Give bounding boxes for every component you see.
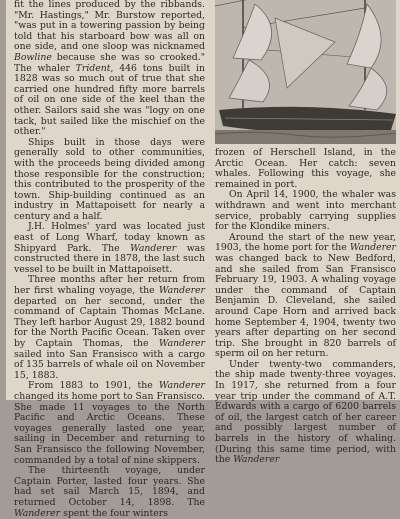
whaling-ship-photo <box>215 0 396 144</box>
paragraph: Under twenty-two commanders, the ship made twenty-three voyages. In 1917, she returned from a four year trip under the command of A.T. Edwards with a cargo of 6200 barrels of oil, the largest catch of her career and possibly largest number of barrels in the history of whaling. (During this same time period, with the Wanderer <box>215 358 396 466</box>
ship-name: Bowline <box>14 51 52 63</box>
ship-name: Wanderer <box>130 242 177 254</box>
ship-name: Wanderer <box>158 380 205 392</box>
magazine-page <box>6 0 400 519</box>
paragraph: Around the start of the new year, 1903, the home port for the Wanderer was changed back to New Bedford, and she sailed from San Fransisco February 19, 1903. A whaling voyage under the command of Captain Benjamin D. Cleveland, she sailed around Cape Horn and arrived back home September 4, 1904, twenty two years after departing on her second trip. She brought in 820 barrels of sperm oil on her return. <box>215 231 396 360</box>
paragraph: The thirteenth voyage, under Captain Porter, lasted four years. She had set sail March 15, 1894, and returned October 14, 1898. The Wanderer spent the four winters <box>14 465 205 519</box>
ship-name: Wanderer <box>349 242 396 254</box>
left-text-column <box>14 0 205 519</box>
paragraph: Ships built in those days were generally sold to other communities, with the proceeds being divided among those responsible for the construction; this contributed to the prosperity of the town. Ship-building continued as an industry in Mattapoisett for nearly a century and a half. <box>14 136 205 222</box>
ship-name: Wanderer <box>233 454 280 466</box>
ship-name: Wanderer <box>158 338 205 349</box>
paragraph: J.H. Holmes' yard was located just east of Long Wharf, today known as Shipyard Park. The Wanderer was constructed there in 1878, the last such vessel to be built in Mattapoisett. <box>14 221 205 275</box>
paragraph: frozen of Herschell Island, in the Arctic Ocean. Her catch: seven whales. Following this voyage, she remained in port. <box>215 147 396 190</box>
paragraph: On April 14, 1900, the whaler was withdrawn and went into merchant service, probably carrying supplies for the Klondike miners. <box>215 189 396 233</box>
paragraph: fit the lines produced by the ribbands. "Mr. Hastings," Mr. Burstow reported, "was put in a towering passion by being told that his starboard bow was all on one side, and one sloop was nicknamed Bowline because she was so crooked." The whaler Trident, 446 tons built in 1828 was so much out of true that she carried one hundred fifty more barrels of oil on one side of the keel than the other. Sailors said she was "logy on one tack, but sailed like the mischief on the other." <box>14 0 205 138</box>
ship-name: Wanderer <box>158 285 205 297</box>
ship-name: Trident <box>75 62 111 74</box>
ship-name: Wanderer <box>14 507 61 519</box>
right-text-column <box>215 148 396 466</box>
sailing-ship-illustration <box>215 0 396 144</box>
paragraph: From 1883 to 1901, the Wanderer changed its home port to San Fransisco. She made 11 voyages to the North Pacific and Arctic Oceans. These voyages generally lasted one year, sailing in December and returning to San Fransisco the following November, commanded by a total of nine skippers. <box>14 380 205 466</box>
paragraph: Three months after her return from her first whaling voyage, the Wanderer departed on her second, under the command of Captain Thomas McLane. They left harbor August 29, 1882 bound for the North Pacific Ocean. Taken over by Captain Thomas, the Wanderer sailed into San Fransisco with a cargo of 135 barrels of whale oil on November 15, 1883. <box>14 274 205 381</box>
